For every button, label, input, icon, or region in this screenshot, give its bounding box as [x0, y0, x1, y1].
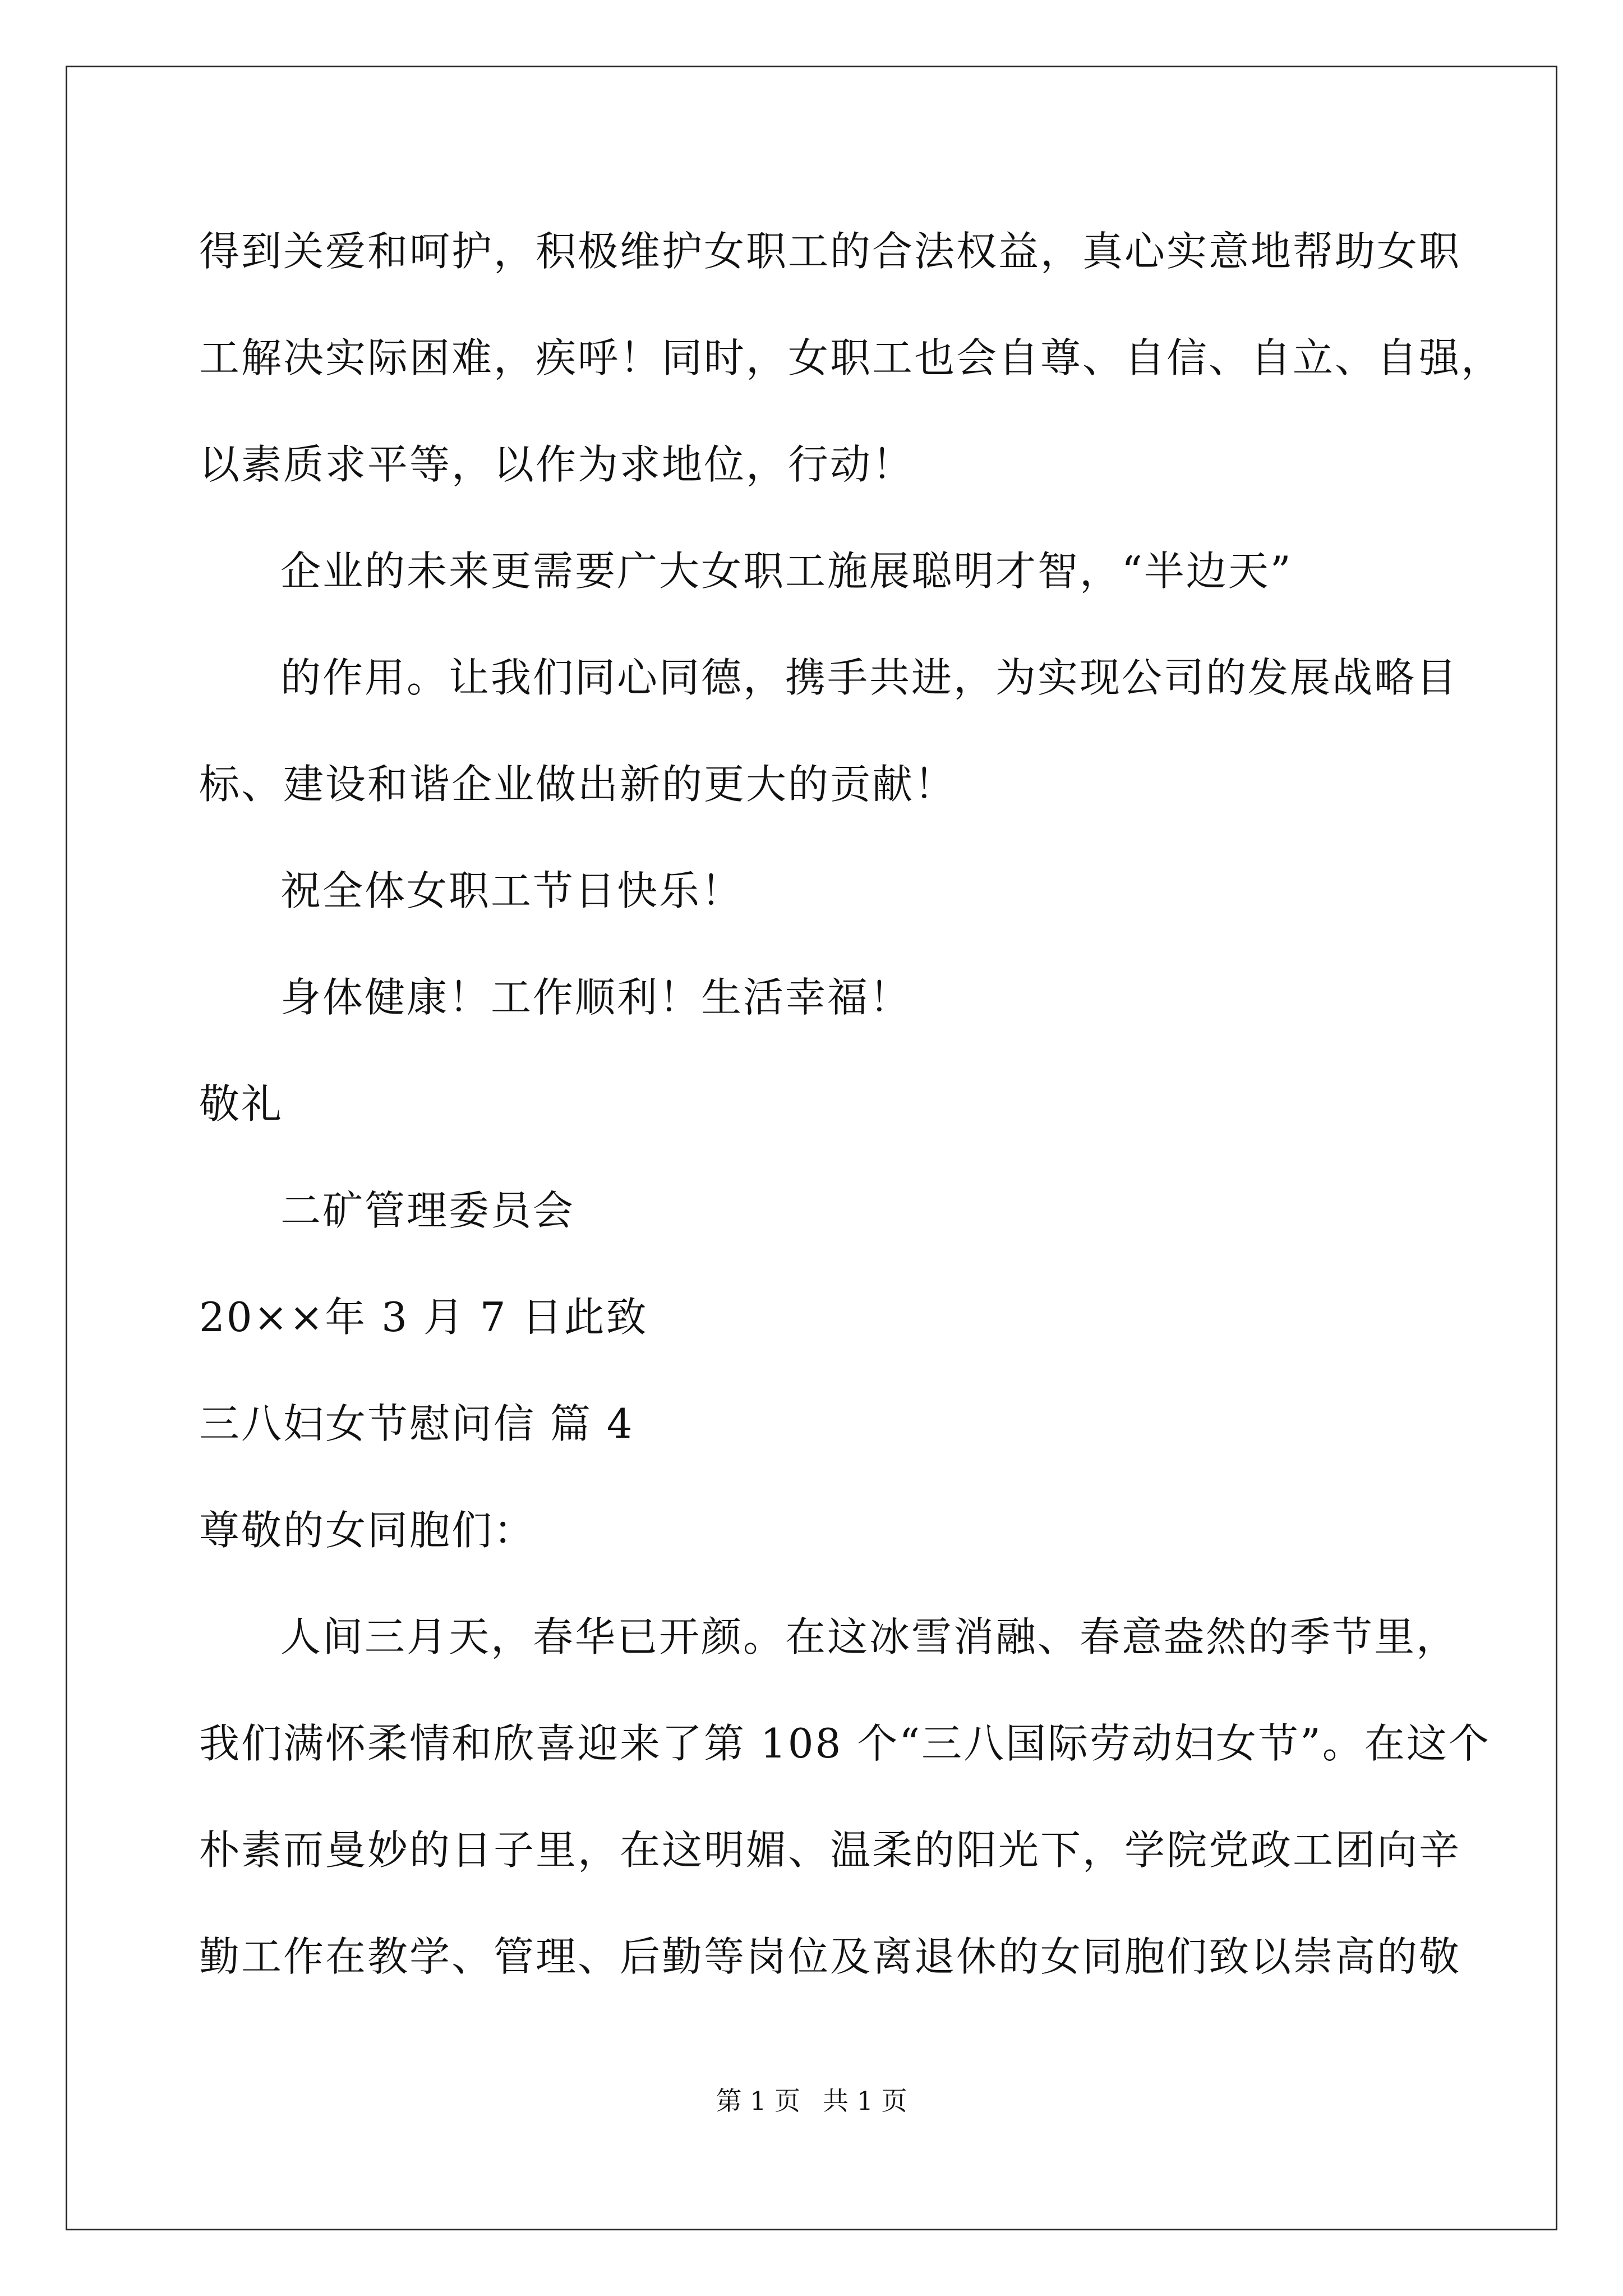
salutation: 敬礼	[199, 1080, 284, 1128]
page-total: 共 1 页	[823, 2086, 907, 2116]
text-line: 朴素而曼妙的日子里，在这明媚、温柔的阳光下，学院党政工团向辛	[199, 1826, 1461, 1874]
page-footer	[0, 2084, 1623, 2118]
greeting: 尊敬的女同胞们：	[199, 1507, 536, 1554]
text-line: 身体健康！工作顺利！生活幸福！	[280, 974, 912, 1021]
text-line: 祝全体女职工节日快乐！	[280, 867, 744, 914]
text-line: 人间三月天，春华已开颜。在这冰雪消融、春意盎然的季节里，	[280, 1613, 1459, 1660]
text-line: 的作用。让我们同心同德，携手共进，为实现公司的发展战略目	[280, 654, 1459, 701]
signature-org: 二矿管理委员会	[280, 1187, 575, 1234]
text-line: 标、建设和谐企业做出新的更大的贡献！	[199, 761, 957, 808]
text-line: 勤工作在教学、管理、后勤等岗位及离退休的女同胞们致以崇高的敬	[199, 1933, 1461, 1980]
page-number: 第 1 页	[716, 2086, 800, 2116]
text-line: 工解决实际困难，疾呼！同时，女职工也会自尊、自信、自立、自强，	[199, 334, 1504, 381]
text-line: 企业的未来更需要广大女职工施展聪明才智，“半边天”	[280, 547, 1293, 595]
signature-date: 20××年 3 月 7 日此致	[199, 1294, 648, 1341]
text-line: 我们满怀柔情和欣喜迎来了第 108 个“三八国际劳动妇女节”。在这个	[199, 1720, 1491, 1767]
text-line: 得到关爱和呵护，积极维护女职工的合法权益，真心实意地帮助女职	[199, 228, 1461, 275]
text-line: 以素质求平等，以作为求地位，行动！	[199, 441, 915, 488]
section-title: 三八妇女节慰问信 篇 4	[199, 1400, 634, 1447]
page-border	[66, 66, 1557, 2230]
